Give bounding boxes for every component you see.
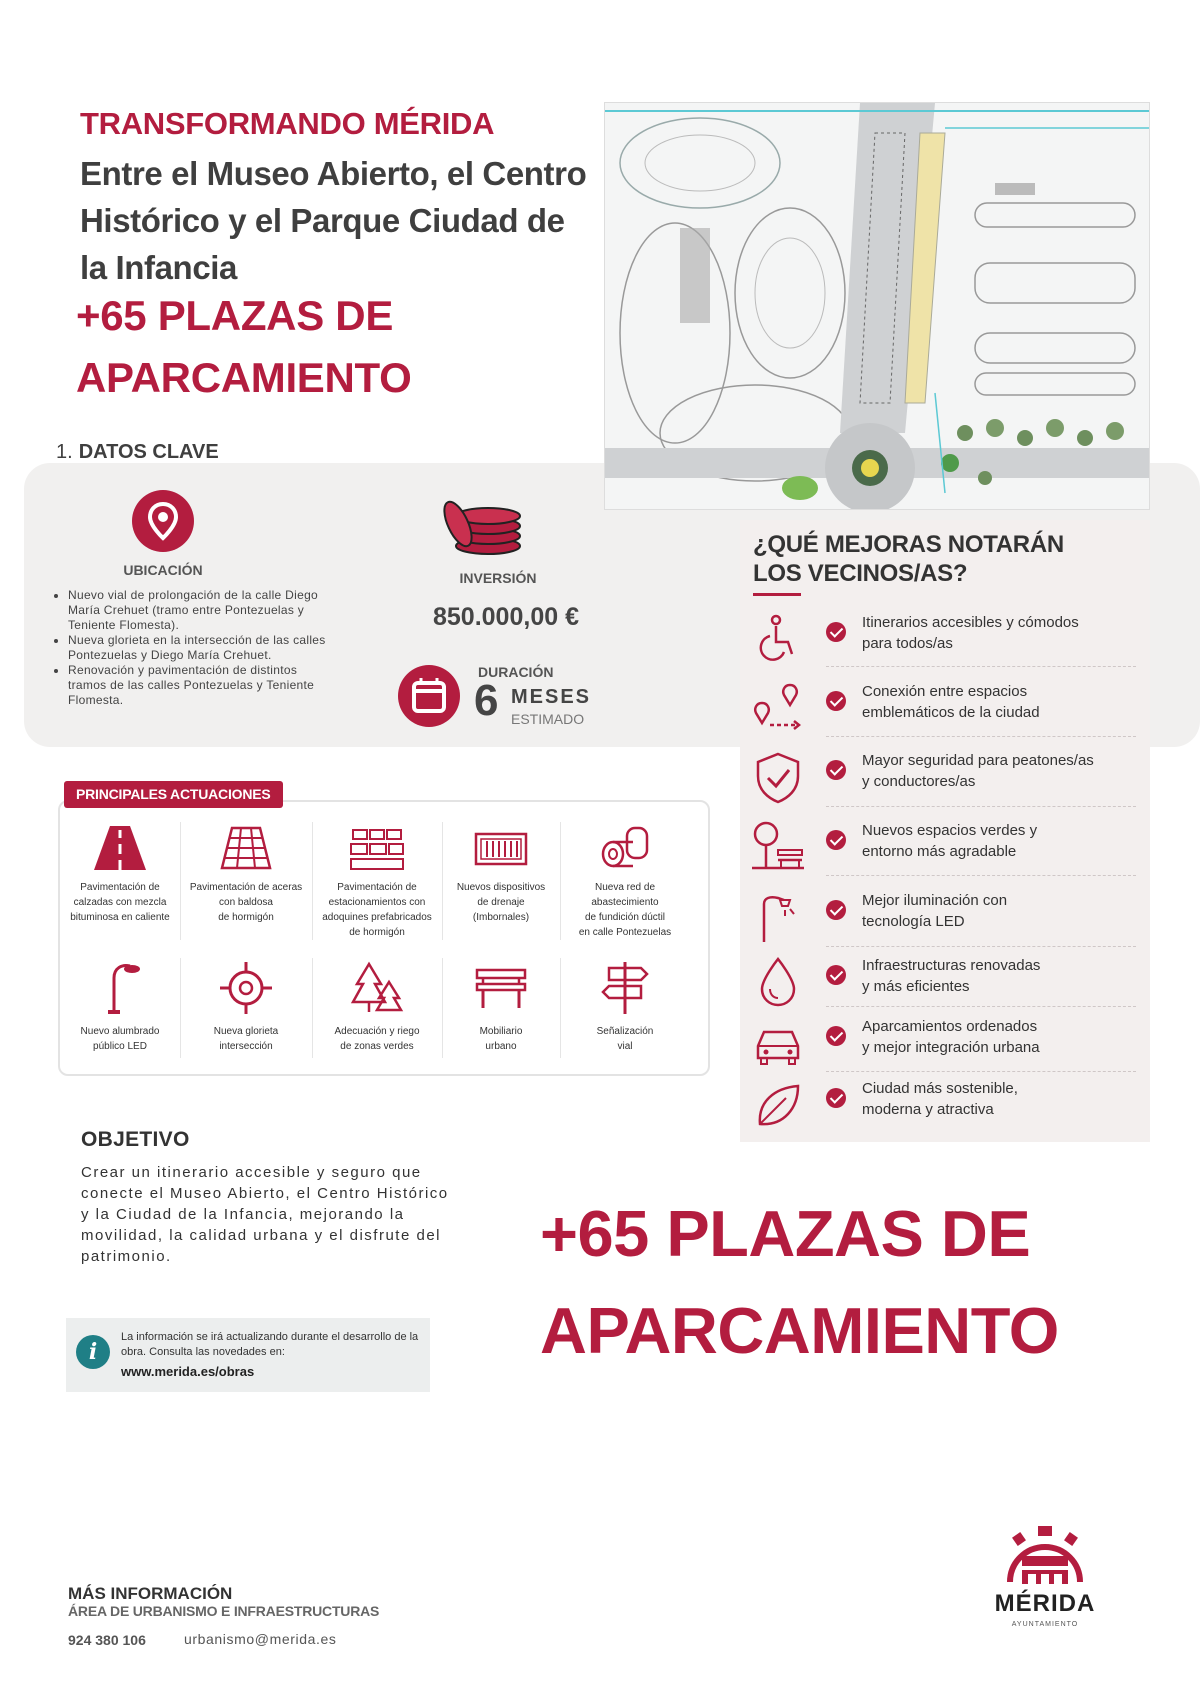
action-label-line: Nueva red de: [594, 882, 656, 893]
improvement-line2: entorno más agradable: [862, 843, 1017, 860]
objective-title: OBJETIVO: [81, 1128, 190, 1151]
action-label-line: de hormigón: [218, 912, 274, 923]
objective-text: Crear un itinerario accesible y seguro que conecte el Museo Abierto, el Centro Histórico y la Ciudad de la Infancia, mejorando la movilidad, la calidad urbana y el disfrute del patrimonio.: [81, 1164, 449, 1265]
pipes-icon: [597, 824, 653, 872]
header-kicker: TRANSFORMANDO MÉRIDA: [80, 106, 495, 141]
roundabout-icon: [218, 960, 274, 1016]
location-list: [56, 588, 326, 708]
footer-email-link[interactable]: urbanismo@merida.es: [184, 1631, 337, 1647]
drain-grate-icon: [473, 824, 529, 872]
logo-name: MÉRIDA: [994, 1590, 1096, 1617]
improvement-line2: tecnología LED: [862, 913, 965, 930]
action-label-line: intersección: [219, 1041, 273, 1052]
check-icon: [826, 965, 846, 985]
improvement-line2: para todos/as: [862, 635, 953, 652]
shield-check-icon: [750, 750, 806, 806]
road-icon: [92, 824, 148, 872]
improvement-line1: Ciudad más sostenible,: [862, 1080, 1018, 1097]
action-label-line: Señalización: [596, 1026, 654, 1037]
check-icon: [826, 830, 846, 850]
footer-title: MÁS INFORMACIÓN: [68, 1584, 233, 1603]
action-label-line: de drenaje: [477, 897, 525, 908]
sidewalk-tiles-icon: [218, 824, 274, 872]
bench-icon: [473, 960, 529, 1016]
location-pin-icon: [132, 490, 194, 552]
coins-icon: [438, 496, 528, 556]
tree-bench-icon: [750, 820, 806, 876]
improvement-line1: Itinerarios accesibles y cómodos: [862, 614, 1079, 631]
investment-label: INVERSIÓN: [459, 570, 537, 586]
divider: [826, 875, 1136, 876]
site-plan-image: [604, 102, 1150, 510]
duration-note: ESTIMADO: [511, 711, 585, 727]
check-icon: [826, 691, 846, 711]
action-label-line: Adecuación y riego: [334, 1026, 420, 1037]
action-item: [312, 960, 442, 1054]
duration-number: 6: [474, 676, 499, 725]
route-pins-icon: [750, 681, 806, 737]
improvement-line2: y mejor integración urbana: [862, 1039, 1040, 1056]
street-lamp-icon: [92, 960, 148, 1016]
action-item: [436, 824, 566, 925]
action-item: [560, 960, 690, 1054]
action-label-line: Nuevos dispositivos: [456, 882, 546, 893]
improvement-line2: moderna y atractiva: [862, 1101, 994, 1118]
info-text: La información se irá actualizando durante el desarrollo de la obra. Consulta las novedades en:: [121, 1331, 419, 1358]
divider: [826, 1071, 1136, 1072]
improvements-title-line1: ¿QUÉ MEJORAS NOTARÁN: [753, 531, 1064, 558]
action-item: [181, 960, 311, 1054]
action-item: [560, 824, 690, 940]
check-icon: [826, 760, 846, 780]
bottom-highlight-line2: APARCAMIENTO: [540, 1294, 1059, 1367]
header-highlight-line2: APARCAMIENTO: [76, 354, 412, 401]
section-number: 1.: [56, 441, 73, 463]
improvement-line2: y más eficientes: [862, 978, 970, 995]
action-label-line: estacionamientos con: [328, 897, 426, 908]
site-plan-drawing: [605, 103, 1150, 510]
action-label-line: de zonas verdes: [340, 1041, 414, 1052]
action-label-line: Pavimentación de: [337, 882, 417, 893]
action-label-line: Pavimentación de aceras: [189, 882, 303, 893]
improvements-title-underline: [753, 593, 801, 596]
trees-icon: [349, 960, 405, 1016]
car-icon: [750, 1016, 806, 1072]
action-label-line: abastecimiento: [591, 897, 659, 908]
investment-value: 850.000,00 €: [433, 603, 579, 631]
footer-phone[interactable]: 924 380 106: [68, 1632, 146, 1648]
actions-tag: PRINCIPALES ACTUACIONES: [64, 781, 283, 808]
action-label-line: adoquines prefabricados: [322, 912, 432, 923]
action-item: [55, 824, 185, 925]
action-label-line: de hormigón: [349, 927, 405, 938]
action-item: [436, 960, 566, 1054]
pavers-icon: [349, 824, 405, 872]
duration-unit: MESES: [511, 686, 592, 708]
action-label-line: vial: [617, 1041, 633, 1052]
divider: [826, 666, 1136, 667]
check-icon: [826, 1088, 846, 1108]
action-label-line: Mobiliario: [479, 1026, 523, 1037]
action-label-line: calzadas con mezcla: [73, 897, 167, 908]
action-label-line: Pavimentación de: [80, 882, 160, 893]
location-item: • Nuevo vial de prolongación de la calle Diego María Crehuet (tramo entre Pontezuelas y Teniente Flomesta).: [68, 588, 326, 633]
location-item: • Renovación y pavimentación de distintos tramos de las calles Pontezuelas y Teniente Flomesta.: [68, 663, 326, 708]
improvement-line1: Mejor iluminación con: [862, 892, 1008, 909]
divider: [826, 806, 1136, 807]
section-title: [56, 441, 219, 464]
improvement-line1: Aparcamientos ordenados: [862, 1018, 1038, 1035]
action-label-line: urbano: [485, 1041, 517, 1052]
action-label-line: público LED: [93, 1041, 147, 1052]
action-label-line: en calle Pontezuelas: [578, 927, 672, 938]
section-title-text: DATOS CLAVE: [78, 441, 219, 463]
info-url-link[interactable]: www.merida.es/obras: [121, 1364, 255, 1379]
divider: [826, 946, 1136, 947]
improvements-title: [753, 530, 1133, 588]
header-highlight-line1: +65 PLAZAS DE: [76, 292, 394, 339]
location-item: • Nueva glorieta en la intersección de las calles Pontezuelas y Diego María Crehuet.: [68, 633, 326, 663]
action-label-line: (Imbornales): [472, 912, 530, 923]
action-item: [181, 824, 311, 925]
bottom-highlight-line1: +65 PLAZAS DE: [540, 1197, 1031, 1270]
check-icon: [826, 1026, 846, 1046]
streetlight-icon: [750, 890, 806, 946]
calendar-icon: [398, 665, 460, 727]
action-item: [312, 824, 442, 940]
signpost-icon: [597, 960, 653, 1016]
divider: [826, 1006, 1136, 1007]
action-item: [55, 960, 185, 1054]
wheelchair-icon: [750, 612, 806, 668]
action-label-line: Nueva glorieta: [213, 1026, 279, 1037]
footer-area: ÁREA DE URBANISMO E INFRAESTRUCTURAS: [68, 1603, 380, 1619]
check-icon: [826, 622, 846, 642]
action-label-line: de fundición dúctil: [584, 912, 666, 923]
improvement-line1: Conexión entre espacios: [862, 683, 1028, 700]
improvement-line1: Nuevos espacios verdes y: [862, 822, 1038, 839]
improvement-line1: Infraestructuras renovadas: [862, 957, 1041, 974]
divider: [826, 736, 1136, 737]
leaf-icon: [750, 1078, 806, 1134]
logo-subtitle: AYUNTAMIENTO: [1011, 1621, 1079, 1628]
action-label-line: bituminosa en caliente: [70, 912, 170, 923]
action-label-line: con baldosa: [219, 897, 273, 908]
action-label-line: Nuevo alumbrado: [80, 1026, 160, 1037]
water-drop-icon: [750, 955, 806, 1011]
info-icon: i: [76, 1335, 110, 1369]
improvement-line2: y conductores/as: [862, 773, 976, 790]
merida-emblem-icon: [990, 1520, 1100, 1590]
improvement-line1: Mayor seguridad para peatones/as: [862, 752, 1094, 769]
check-icon: [826, 900, 846, 920]
duration-label: DURACIÓN: [478, 664, 554, 680]
header-subtitle: Entre el Museo Abierto, el Centro Histórico y el Parque Ciudad de la Infancia: [80, 155, 587, 286]
improvement-line2: emblemáticos de la ciudad: [862, 704, 1040, 721]
improvements-title-line2: LOS VECINOS/AS?: [753, 560, 968, 587]
location-label: UBICACIÓN: [123, 562, 203, 578]
